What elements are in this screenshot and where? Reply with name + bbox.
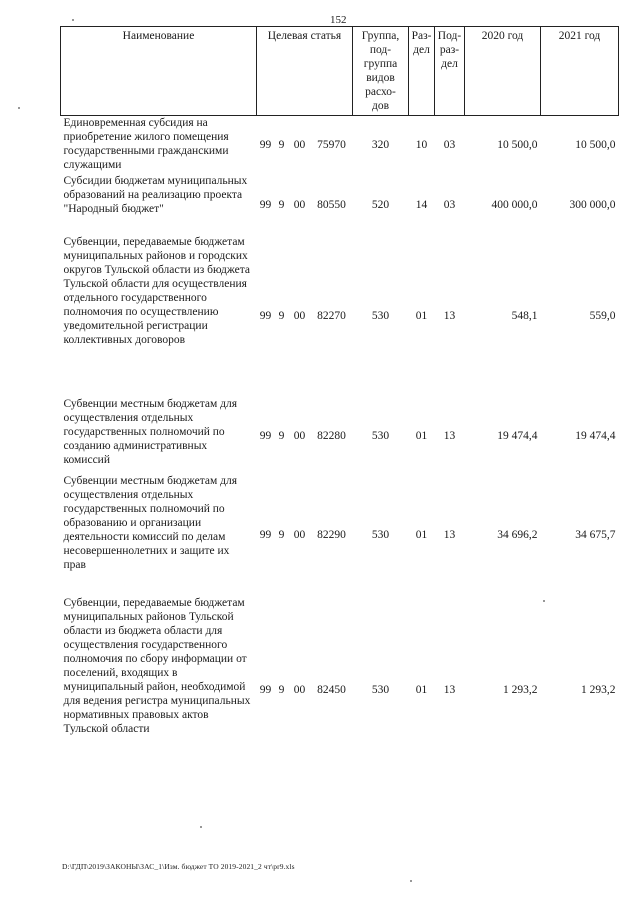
target-code-part1: 99 bbox=[259, 529, 272, 541]
amount-2020: 19 474,4 bbox=[497, 429, 538, 442]
row-name: Субвенции, передаваемые бюджетам муниципальных районов Тульской области из бюджета области для осуществления государственного полномочия по сбору информации от поселений, входящих в муниципальный район, необходимой для ведения регистра муниципальных нормативных правовых актов Тульской области bbox=[63, 597, 251, 735]
section-code: 14 bbox=[415, 198, 428, 211]
header-2021: 2021 год bbox=[541, 27, 619, 116]
table-row bbox=[61, 174, 619, 235]
subsection-code: 03 bbox=[443, 198, 456, 211]
amount-2020: 400 000,0 bbox=[491, 198, 538, 211]
expense-group: 530 bbox=[371, 684, 390, 696]
table-row bbox=[61, 116, 619, 175]
amount-2020: 34 696,2 bbox=[497, 529, 538, 541]
subsection-code: 13 bbox=[443, 429, 456, 442]
amount-2021: 300 000,0 bbox=[569, 198, 616, 211]
row-name: Единовременная субсидия на приобретение жилого помещения государственными гражданскими служащими bbox=[63, 117, 229, 171]
amount-2021: 34 675,7 bbox=[575, 529, 616, 541]
subsection-code: 03 bbox=[443, 139, 456, 151]
scan-speck bbox=[543, 600, 545, 602]
header-name: Наименование bbox=[61, 27, 257, 116]
amount-2021: 1 293,2 bbox=[581, 684, 616, 696]
target-code-part1: 99 bbox=[259, 198, 272, 211]
header-2020: 2020 год bbox=[465, 27, 541, 116]
subsection-code: 13 bbox=[443, 684, 456, 696]
page-number: 152 bbox=[330, 14, 347, 26]
target-code-part2: 9 bbox=[278, 310, 285, 322]
target-code-part2: 9 bbox=[278, 139, 285, 151]
row-name: Субсидии бюджетам муниципальных образований на реализацию проекта "Народный бюджет" bbox=[63, 175, 248, 215]
amount-2021: 559,0 bbox=[589, 310, 616, 322]
expense-group: 320 bbox=[371, 139, 390, 151]
amount-2020: 10 500,0 bbox=[497, 139, 538, 151]
section-code: 01 bbox=[415, 310, 428, 322]
scan-speck bbox=[410, 880, 412, 882]
table-row bbox=[61, 474, 619, 596]
table-header-row bbox=[61, 27, 619, 116]
subsection-code: 13 bbox=[443, 310, 456, 322]
scan-speck bbox=[18, 107, 20, 109]
target-code-part4: 82450 bbox=[317, 684, 346, 696]
target-code-part4: 75970 bbox=[317, 139, 346, 151]
scan-speck bbox=[72, 19, 74, 21]
expense-group: 530 bbox=[371, 529, 390, 541]
target-code-part3: 00 bbox=[293, 310, 306, 322]
table-row bbox=[61, 596, 619, 784]
expense-group: 520 bbox=[371, 198, 390, 211]
target-code-part2: 9 bbox=[278, 529, 285, 541]
file-path-footer: D:\ГДП\2019\ЗАКОНЫ\ЗАС_1\Изм. бюджет ТО 2019-2021_2 чт\pr9.xls bbox=[62, 862, 295, 871]
target-code-part2: 9 bbox=[278, 429, 285, 442]
target-code-part1: 99 bbox=[259, 684, 272, 696]
row-name: Субвенции местным бюджетам для осуществления отдельных государственных полномочий по образованию и организации деятельности комиссий по делам несовершеннолетних и защите их прав bbox=[63, 475, 238, 571]
row-name: Субвенции, передаваемые бюджетам муниципальных районов и городских округов Тульской области из бюджета Тульской области для осуществления отдельного государственного полномочия по осуществлению уведомительной регистрации коллективных договоров bbox=[63, 236, 251, 346]
target-code-part4: 82270 bbox=[317, 310, 346, 322]
amount-2020: 1 293,2 bbox=[503, 684, 538, 696]
target-code-part1: 99 bbox=[259, 310, 272, 322]
target-code-part3: 00 bbox=[293, 429, 306, 442]
target-code-part2: 9 bbox=[278, 684, 285, 696]
target-code-part4: 82280 bbox=[317, 429, 346, 442]
section-code: 01 bbox=[415, 529, 428, 541]
table-row bbox=[61, 235, 619, 397]
amount-2020: 548,1 bbox=[511, 310, 538, 322]
target-code-part1: 99 bbox=[259, 429, 272, 442]
row-name: Субвенции местным бюджетам для осуществления отдельных государственных полномочий по созданию административных комиссий bbox=[63, 398, 238, 466]
target-code-part4: 80550 bbox=[317, 198, 346, 211]
amount-2021: 19 474,4 bbox=[575, 429, 616, 442]
section-code: 10 bbox=[415, 139, 428, 151]
target-code-part3: 00 bbox=[293, 684, 306, 696]
target-code-part3: 00 bbox=[293, 529, 306, 541]
amount-2021: 10 500,0 bbox=[575, 139, 616, 151]
target-code-part1: 99 bbox=[259, 139, 272, 151]
subsection-code: 13 bbox=[443, 529, 456, 541]
table-row bbox=[61, 397, 619, 474]
expense-group: 530 bbox=[371, 429, 390, 442]
scan-speck bbox=[200, 826, 202, 828]
target-code-part4: 82290 bbox=[317, 529, 346, 541]
header-subsection: Под- раз- дел bbox=[435, 27, 465, 116]
target-code-part2: 9 bbox=[278, 198, 285, 211]
table-body bbox=[61, 116, 619, 785]
budget-table bbox=[60, 26, 619, 784]
header-group: Группа, под- группа видов расхо- дов bbox=[353, 27, 409, 116]
header-target: Целевая статья bbox=[257, 27, 353, 116]
section-code: 01 bbox=[415, 429, 428, 442]
header-section: Раз- дел bbox=[409, 27, 435, 116]
expense-group: 530 bbox=[371, 310, 390, 322]
section-code: 01 bbox=[415, 684, 428, 696]
target-code-part3: 00 bbox=[293, 198, 306, 211]
target-code-part3: 00 bbox=[293, 139, 306, 151]
